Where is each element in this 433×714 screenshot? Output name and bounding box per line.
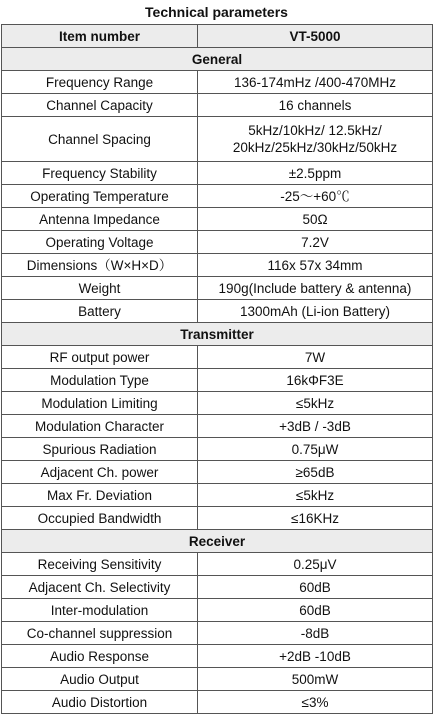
param-value: 60dB <box>198 576 433 599</box>
param-label: Audio Output <box>2 668 198 691</box>
spec-table <box>1 24 433 714</box>
table-row <box>2 645 433 668</box>
param-label: Modulation Limiting <box>2 392 198 415</box>
param-label: Adjacent Ch. power <box>2 461 198 484</box>
table-row <box>2 668 433 691</box>
param-label: Battery <box>2 300 198 323</box>
table-row <box>2 117 433 162</box>
table-row <box>2 208 433 231</box>
param-label: Channel Capacity <box>2 94 198 117</box>
param-value: ≥65dB <box>198 461 433 484</box>
header-model: VT-5000 <box>198 25 433 48</box>
param-value: 60dB <box>198 599 433 622</box>
table-row <box>2 231 433 254</box>
section-title: Transmitter <box>2 323 433 346</box>
param-label: Antenna Impedance <box>2 208 198 231</box>
section-receiver <box>2 530 433 553</box>
table-row <box>2 277 433 300</box>
param-value: 1300mAh (Li-ion Battery) <box>198 300 433 323</box>
table-row <box>2 576 433 599</box>
param-label: Spurious Radiation <box>2 438 198 461</box>
table-row <box>2 438 433 461</box>
param-value: ≤5kHz <box>198 392 433 415</box>
page-title: Technical parameters <box>145 4 288 20</box>
table-row <box>2 599 433 622</box>
section-transmitter <box>2 323 433 346</box>
param-label: Adjacent Ch. Selectivity <box>2 576 198 599</box>
param-value: -8dB <box>198 622 433 645</box>
table-row <box>2 484 433 507</box>
table-row <box>2 346 433 369</box>
param-label: RF output power <box>2 346 198 369</box>
table-row <box>2 461 433 484</box>
header-label: Item number <box>2 25 198 48</box>
param-value: 500mW <box>198 668 433 691</box>
param-value: 0.25μV <box>198 553 433 576</box>
table-row <box>2 691 433 714</box>
param-value: 16 channels <box>198 94 433 117</box>
param-label: Modulation Type <box>2 369 198 392</box>
param-value: 50Ω <box>198 208 433 231</box>
param-value: 116x 57x 34mm <box>198 254 433 277</box>
header-row <box>2 25 433 48</box>
param-value: 136-174mHz /400-470MHz <box>198 71 433 94</box>
table-row <box>2 162 433 185</box>
section-general <box>2 48 433 71</box>
param-label: Operating Temperature <box>2 185 198 208</box>
param-label: Dimensions（W×H×D） <box>2 254 198 277</box>
param-value: ±2.5ppm <box>198 162 433 185</box>
param-label: Audio Distortion <box>2 691 198 714</box>
table-row <box>2 415 433 438</box>
table-row <box>2 71 433 94</box>
param-label: Channel Spacing <box>2 117 198 162</box>
section-title: General <box>2 48 433 71</box>
param-label: Frequency Stability <box>2 162 198 185</box>
table-row <box>2 185 433 208</box>
section-title: Receiver <box>2 530 433 553</box>
table-row <box>2 94 433 117</box>
value-line: 20kHz/25kHz/30kHz/50kHz <box>232 140 398 155</box>
table-row <box>2 553 433 576</box>
param-value <box>198 117 433 162</box>
param-label: Weight <box>2 277 198 300</box>
param-label: Inter-modulation <box>2 599 198 622</box>
param-label: Co-channel suppression <box>2 622 198 645</box>
param-label: Max Fr. Deviation <box>2 484 198 507</box>
param-label: Occupied Bandwidth <box>2 507 198 530</box>
param-value: ≤3% <box>198 691 433 714</box>
param-value: 7.2V <box>198 231 433 254</box>
param-value: ≤16KHz <box>198 507 433 530</box>
table-row <box>2 622 433 645</box>
param-value: 0.75μW <box>198 438 433 461</box>
param-value: 7W <box>198 346 433 369</box>
param-value: +3dB / -3dB <box>198 415 433 438</box>
param-value: 190g(Include battery & antenna) <box>198 277 433 300</box>
value-line: 5kHz/10kHz/ 12.5kHz/ <box>248 123 382 138</box>
param-label: Audio Response <box>2 645 198 668</box>
param-label: Modulation Character <box>2 415 198 438</box>
table-row <box>2 392 433 415</box>
param-value: -25～+60℃ <box>198 185 433 208</box>
param-label: Frequency Range <box>2 71 198 94</box>
table-row <box>2 254 433 277</box>
param-value: ≤5kHz <box>198 484 433 507</box>
table-row <box>2 507 433 530</box>
param-label: Operating Voltage <box>2 231 198 254</box>
param-value: +2dB -10dB <box>198 645 433 668</box>
param-value: 16kΦF3E <box>198 369 433 392</box>
table-row <box>2 369 433 392</box>
table-row <box>2 300 433 323</box>
param-label: Receiving Sensitivity <box>2 553 198 576</box>
